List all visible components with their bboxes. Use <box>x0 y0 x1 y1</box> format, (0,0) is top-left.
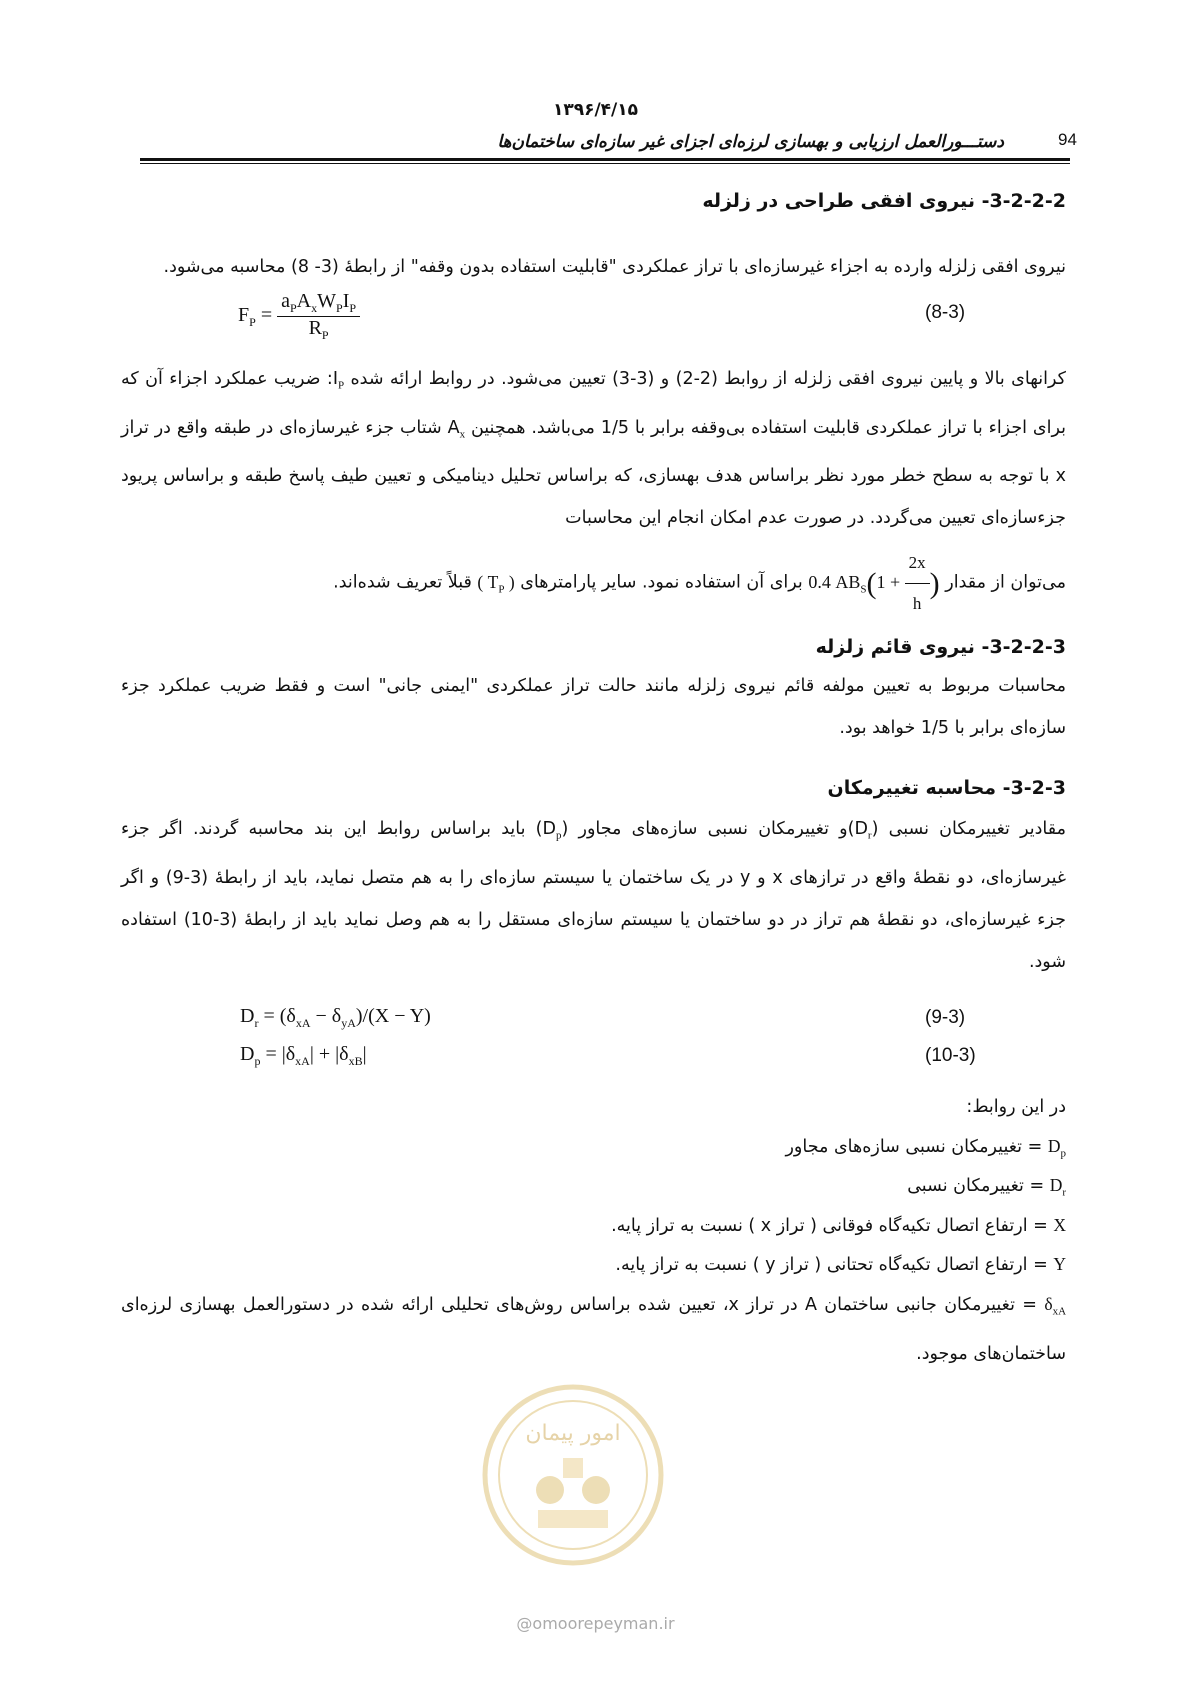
definition-y: Y = ارتفاع اتصال تکیه‌گاه تحتانی ( تراز y ) نسبت به تراز پایه. <box>615 1254 1066 1275</box>
header-rule <box>140 158 1070 161</box>
definition-dxa: $\delta_{xA}$ = تغییرمکان جانبی ساختمان A در تراز x، تعیین شده براساس روش‌های تحلیلی ارائه شده در دستورالعمل بهسازی لرزه‌ای ساختمان‌های موجود. <box>121 1294 1067 1364</box>
definition-x: X = ارتفاع اتصال تکیه‌گاه فوقانی ( تراز x ) نسبت به تراز پایه. <box>611 1215 1066 1236</box>
seal-text: امور پیمان <box>525 1421 621 1446</box>
section-intro: نیروی افقی زلزله وارده به اجزاء غیرسازه‌ای با تراز عملکردی "قابلیت استفاده بدون وقفه" از رابطهٔ (3- 8) محاسبه می‌شود. <box>163 257 1066 277</box>
where-label: در این روابط: <box>966 1097 1066 1117</box>
definition-dr: $D_r$ = تغییرمکان نسبی <box>907 1175 1066 1199</box>
paragraph-vertical-force: محاسبات مربوط به تعیین مولفه قائم نیروی زلزله مانند حالت تراز عملکردی "ایمنی جانی" است و فقط ضریب عملکرد جزء سازه‌ای برابر با 1/5 خواهد بود. <box>121 676 1066 738</box>
running-title: دستـــورالعمل ارزیابی و بهسازی لرزه‌ای اجزای غیر سازه‌ای ساختمان‌ها <box>497 132 1004 152</box>
equation-10-3: $D_p = |\delta_{xA}| + |\delta_{xB}|$ <box>240 1043 367 1068</box>
section-heading-displacement: 3-2-3- محاسبه تغییرمکان <box>827 777 1066 799</box>
section-heading-horizontal-force: 3-2-2-2- نیروی افقی طراحی در زلزله <box>702 190 1066 212</box>
equation-9-3: $D_r = (\delta_{xA} - \delta_{yA})/(X - Y)$ <box>240 1005 431 1030</box>
watermark-seal-icon <box>478 1380 668 1570</box>
paragraph-force-bounds: کرانهای بالا و پایین نیروی افقی زلزله از روابط (2-2) و (3-3) تعیین می‌شود. در روابط ارائه شده $I_P$: ضریب عملکرد اجزاء آن که برای اجزاء با تراز عملکردی قابلیت استفاده بی‌وقفه برابر با 1/5 می‌باشد. همچنین $A_x$ شتاب جزء غیرسازه‌ای در طبقه واقع در تراز x با توجه به سطح خطر مورد نظر براساس هدف بهسازی، که براساس تحلیل دینامیکی و تعیین طیف پاسخ طبقه و براساس پریود جزءسازه‌ای تعیین می‌گردد. در صورت عدم امکان انجام این محاسبات <box>121 369 1066 528</box>
equation-8-3: $F_P$ = $\frac{a_PA_xW_PI_P}{R_P}$ <box>238 290 360 343</box>
page-number: 94 <box>1058 130 1077 149</box>
watermark-site: @omoorepeyman.ir <box>516 1614 675 1633</box>
paragraph-last-line: می‌توان از مقدار 0.4 $AB_S(1$ + $\frac{2x}{h}$ ) برای آن استفاده نمود. سایر پارامترهای ( $T_P$ ) قبلاً تعریف شده‌اند. <box>333 543 1066 624</box>
header-rule-thin <box>140 163 1070 164</box>
equation-number-10-3: (10-3) <box>925 1045 976 1066</box>
paragraph-displacement: مقادیر تغییرمکان نسبی $(D_r)و$ تغییرمکان نسبی سازه‌های مجاور $(D_p)$ باید براساس روابط این بند محاسبه گردند. اگر جزء غیرسازه‌ای، دو نقطهٔ واقع در ترازهای x و y در یک ساختمان یا سیستم سازه‌ای را به هم متصل نماید، باید از رابطهٔ (3-9) و اگر جزء غیرسازه‌ای، دو نقطهٔ هم تراز در دو ساختمان یا سیستم سازه‌ای مستقل را به هم وصل نماید باید از رابطهٔ (3-10) استفاده شود. <box>121 819 1067 972</box>
equation-number-8-3: (8-3) <box>925 302 966 323</box>
page-date: ۱۳۹۶/۴/۱۵ <box>552 100 639 120</box>
section-heading-vertical-force: 3-2-2-3- نیروی قائم زلزله <box>815 636 1066 658</box>
equation-number-9-3: (9-3) <box>925 1007 966 1028</box>
definition-dp: $D_p$ = تغییرمکان نسبی سازه‌های مجاور <box>785 1136 1066 1160</box>
